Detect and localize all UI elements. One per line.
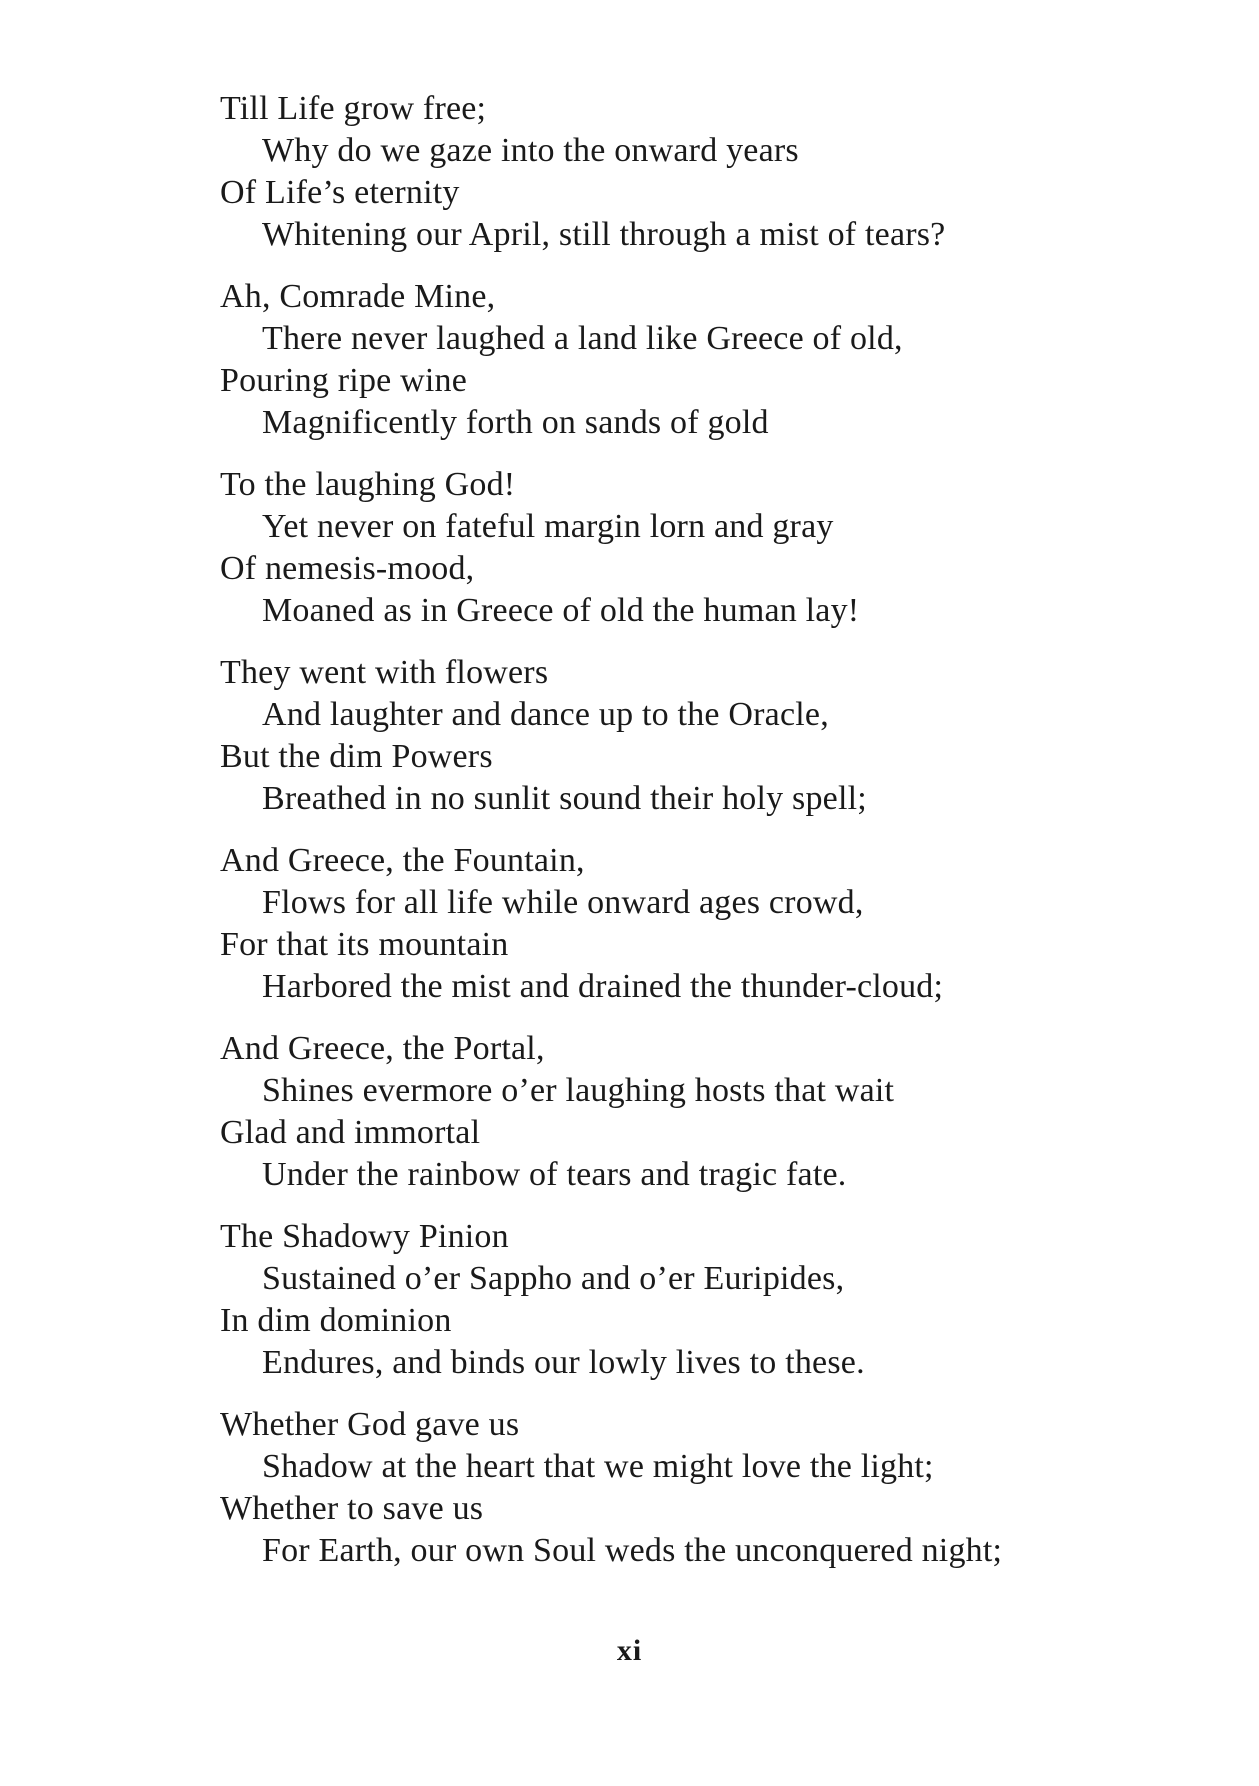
stanza	[220, 88, 1120, 256]
stanza	[220, 1404, 1120, 1572]
poem-line: Of nemesis-mood,	[220, 550, 475, 587]
poem-line: Pouring ripe wine	[220, 362, 468, 399]
stanza	[220, 652, 1120, 820]
poem-line: For Earth, our own Soul weds the unconquered night;	[262, 1532, 1003, 1569]
poem-line: Why do we gaze into the onward years	[262, 132, 799, 169]
poem-line: Endures, and binds our lowly lives to these.	[262, 1344, 865, 1381]
poem-line: Whether to save us	[220, 1490, 484, 1527]
poem-line: For that its mountain	[220, 926, 509, 963]
poem-line: And Greece, the Fountain,	[220, 842, 585, 879]
stanza	[220, 840, 1120, 1008]
poem-line: Under the rainbow of tears and tragic fate.	[262, 1156, 847, 1193]
poem-line: And laughter and dance up to the Oracle,	[262, 696, 829, 733]
poem-line: Till Life grow free;	[220, 90, 487, 127]
poem-line: Ah, Comrade Mine,	[220, 278, 496, 315]
poem-line: To the laughing God!	[220, 466, 516, 503]
poem-line: Of Life’s eternity	[220, 174, 460, 211]
poem-line: Whitening our April, still through a mist of tears?	[262, 216, 946, 253]
stanza	[220, 1216, 1120, 1384]
poem-line: Whether God gave us	[220, 1406, 520, 1443]
poem-line: Breathed in no sunlit sound their holy spell;	[262, 780, 867, 817]
poem-line: Sustained o’er Sappho and o’er Euripides,	[262, 1260, 845, 1297]
stanza	[220, 276, 1120, 444]
poem-line: Shines evermore o’er laughing hosts that wait	[262, 1072, 895, 1109]
poem-line: In dim dominion	[220, 1302, 452, 1339]
poem-line: Shadow at the heart that we might love the light;	[262, 1448, 934, 1485]
poem	[220, 88, 1120, 1592]
poem-line: And Greece, the Portal,	[220, 1030, 545, 1067]
poem-line: Glad and immortal	[220, 1114, 481, 1151]
poem-line: Flows for all life while onward ages crowd,	[262, 884, 864, 921]
poem-line: There never laughed a land like Greece of old,	[262, 320, 903, 357]
poem-line: The Shadowy Pinion	[220, 1218, 509, 1255]
poem-line: Yet never on fateful margin lorn and gray	[262, 508, 834, 545]
poem-line: Moaned as in Greece of old the human lay!	[262, 592, 860, 629]
stanza	[220, 464, 1120, 632]
poem-line: Magnificently forth on sands of gold	[262, 404, 769, 441]
page-number: xi	[616, 1634, 643, 1667]
stanza	[220, 1028, 1120, 1196]
poem-line: Harbored the mist and drained the thunder-cloud;	[262, 968, 944, 1005]
poem-line: But the dim Powers	[220, 738, 493, 775]
poem-line: They went with flowers	[220, 654, 549, 691]
